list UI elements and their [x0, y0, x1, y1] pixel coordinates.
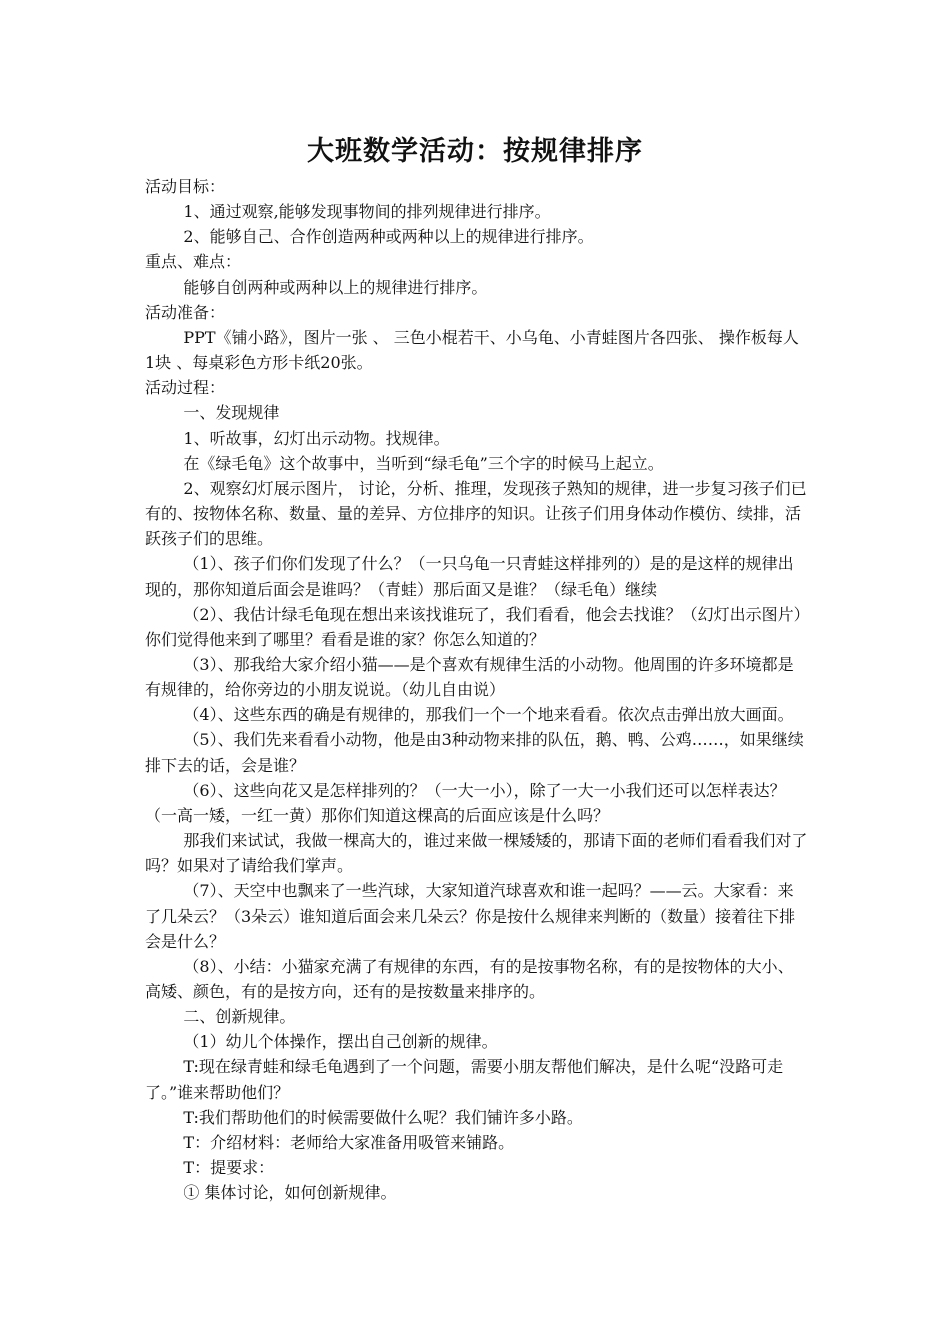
paragraph: （7）、天空中也飘来了一些汽球，大家知道汽球喜欢和谁一起吗？——云。大家看：来了几朵云？（3朵云）谁知道后面会来几朵云？你是按什么规律来判断的（数量）接着往下排会是什么？	[145, 881, 796, 951]
paragraph: （8）、小结：小猫家充满了有规律的东西，有的是按事物名称，有的是按物体的大小、高矮、颜色，有的是按方向，还有的是按数量来排序的。	[145, 956, 794, 1001]
paragraph: T：介绍材料：老师给大家准备用吸管来铺路。	[183, 1132, 515, 1152]
paragraph: （4）、这些东西的确是有规律的，那我们一个一个地来看看。依次点击弹出放大画面。	[183, 705, 794, 725]
paragraph: 1、听故事，幻灯出示动物。找规律。	[183, 428, 450, 448]
section-heading: 活动准备：	[145, 302, 226, 322]
paragraph: （2）、我估计绿毛龟现在想出来该找谁玩了，我们看看，他会去找谁？（幻灯出示图片）你们觉得他来到了哪里？看看是谁的家？你怎么知道的？	[145, 604, 802, 649]
paragraph: T：提要求：	[183, 1158, 275, 1178]
paragraph: 2、能够自己、合作创造两种或两种以上的规律进行排序。	[183, 227, 594, 247]
section-heading: 重点、难点：	[145, 252, 242, 272]
paragraph: T:我们帮助他们的时候需要做什么呢？我们铺许多小路。	[183, 1107, 583, 1127]
document-body	[145, 174, 809, 1205]
paragraph: 2、观察幻灯展示图片， 讨论，分析、推理，发现孩子熟知的规律，进一步复习孩子们已有的、按物体名称、数量、量的差异、方位排序的知识。让孩子们用身体动作模仿、续排，活跃孩子们的思维。	[145, 478, 807, 549]
paragraph: 一、发现规律	[183, 403, 280, 423]
paragraph: 在《绿毛龟》这个故事中，当听到“绿毛龟”三个字的时候马上起立。	[183, 453, 664, 473]
paragraph: （3）、那我给大家介绍小猫——是个喜欢有规律生活的小动物。他周围的许多环境都是有规律的，给你旁边的小朋友说说。（幼儿自由说）	[145, 654, 794, 700]
paragraph: 1、通过观察,能够发现事物间的排列规律进行排序。	[183, 202, 551, 222]
paragraph: （6）、这些向花又是怎样排列的？（一大一小），除了一大一小我们还可以怎样表达？（一高一矮，一红一黄）那你们知道这棵高的后面应该是什么吗？	[145, 780, 786, 825]
paragraph: 二、创新规律。	[183, 1007, 296, 1027]
paragraph: （5）、我们先来看看小动物，他是由3种动物来排的队伍，鹅、鸭、公鸡……，如果继续排下去的话，会是谁？	[145, 730, 804, 775]
document-title: 大班数学活动：按规律排序	[307, 136, 643, 167]
paragraph: ① 集体讨论，如何创新规律。	[183, 1183, 397, 1203]
paragraph: （1）幼儿个体操作，摆出自己创新的规律。	[183, 1032, 498, 1052]
section-heading: 活动过程：	[145, 378, 226, 398]
section-heading: 活动目标：	[145, 177, 226, 196]
paragraph: （1）、孩子们你们发现了什么？（一只乌龟一只青蛙这样排列的）是的是这样的规律出现的，那你知道后面会是谁吗？（青蛙）那后面又是谁？（绿毛龟）继续	[145, 554, 794, 599]
paragraph: 那我们来试试，我做一棵高大的，谁过来做一棵矮矮的，那请下面的老师们看看我们对了吗？如果对了请给我们掌声。	[145, 831, 808, 876]
paragraph: 能够自创两种或两种以上的规律进行排序。	[183, 277, 488, 297]
paragraph: T:现在绿青蛙和绿毛龟遇到了一个问题，需要小朋友帮他们解决，是什么呢“没路可走了。”谁来帮助他们？	[145, 1057, 784, 1102]
paragraph: PPT《铺小路》，图片一张 、 三色小棍若干、小乌龟、小青蛙图片各四张、 操作板每人1块 、每桌彩色方形卡纸20张。	[145, 327, 799, 373]
